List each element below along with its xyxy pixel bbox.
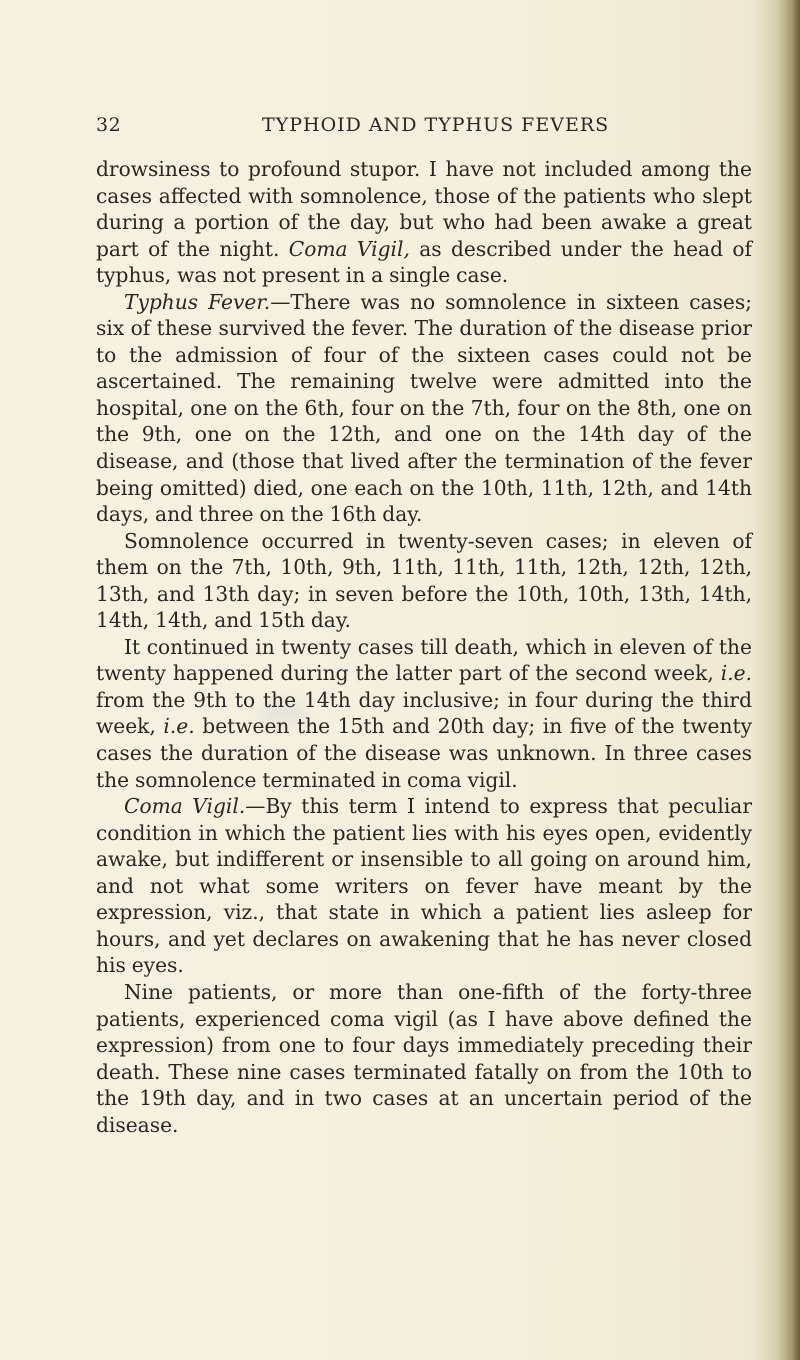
text-run: as described under the head of typhus, was not present in a single case. bbox=[96, 236, 752, 288]
section-heading-coma-vigil: Coma Vigil. bbox=[124, 794, 246, 819]
italic-abbrev: i.e. bbox=[720, 661, 752, 686]
page-number: 32 bbox=[96, 114, 122, 136]
text-run: between the 15th and 20th day; in five of the twenty cases the duration of the disease was unknown. In three cases the somnolence terminated in coma vigil. bbox=[96, 714, 752, 792]
running-title: TYPHOID AND TYPHUS FEVERS bbox=[262, 114, 610, 136]
paragraph bbox=[96, 528, 752, 634]
paragraph bbox=[96, 793, 752, 979]
text-run: It continued in twenty cases till death, which in eleven of the twenty happened during the latter part of the second week, bbox=[96, 634, 752, 686]
text-run: drowsiness to profound stupor. I have not included among the cases affected with somnolence, those of the patients who slept during a portion of the day, but who had been awake a great part of the night. bbox=[96, 157, 752, 261]
text-run: Somnolence occurred in twenty-seven cases; in eleven of them on the 7th, 10th, 9th, 11th, 11th, 11th, 12th, 12th, 12th, 13th, and 13th day; in seven before the 10th, 10th, 13th, 14th, 14th, 14th, and 15th day. bbox=[96, 528, 752, 633]
paragraph bbox=[96, 289, 752, 528]
section-heading-typhus-fever: Typhus Fever. bbox=[124, 289, 271, 314]
page-header bbox=[96, 114, 751, 144]
text-run: from the 9th to the 14th day inclusive; in four during the third week, bbox=[96, 687, 752, 739]
page-edge-shadow bbox=[786, 0, 800, 1360]
text-run: Nine patients, or more than one-fifth of the forty-three patients, experienced coma vigil (as I have above defined the expression) from one to four days immediately preceding their death. These nine cases terminated fatally on from the 10th to the 19th day, and in two cases at an uncertain period of the disease. bbox=[96, 979, 752, 1137]
italic-term: Coma Vigil, bbox=[288, 236, 410, 261]
text-run: —By this term I intend to express that peculiar condition in which the patient lies with his eyes open, evidently awake, but indifferent or insensible to all going on around him, and not what some writers on fever have meant by the expression, viz., that state in which a patient lies asleep for hours, and yet declares on awakening that he has never closed his eyes. bbox=[96, 794, 752, 978]
paragraph bbox=[96, 979, 752, 1138]
body-text bbox=[96, 156, 752, 1138]
italic-abbrev: i.e. bbox=[163, 714, 195, 739]
paragraph bbox=[96, 634, 752, 793]
paragraph bbox=[96, 156, 752, 289]
text-run: —There was no somnolence in sixteen cases; six of these survived the fever. The duration of the disease prior to the admission of four of the sixteen cases could not be ascertained. The remaining twelve were admitted into the hospital, one on the 6th, four on the 7th, four on the 8th, one on the 9th, one on the 12th, and one on the 14th day of the disease, and (those that lived after the termination of the fever being omitted) died, one each on the 10th, 11th, 12th, and 14th days, and three on the 16th day. bbox=[96, 289, 753, 527]
